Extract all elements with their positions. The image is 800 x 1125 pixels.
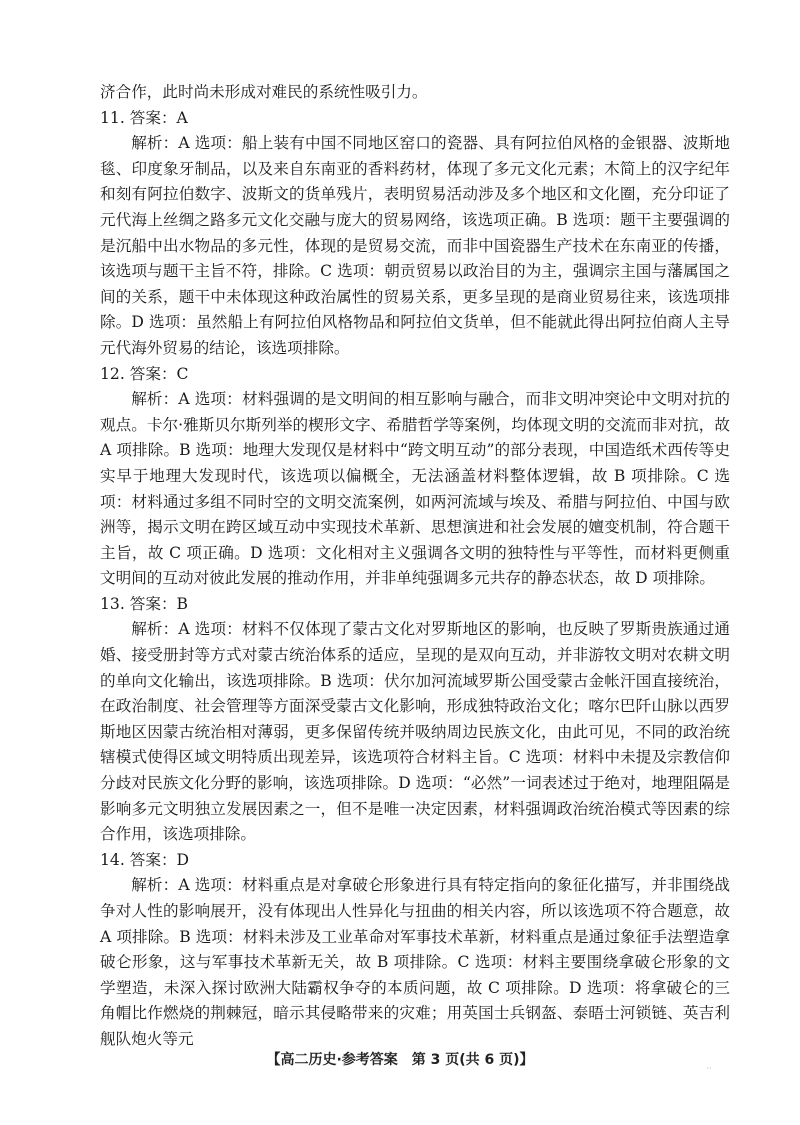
analysis-paragraph-11: 解析：A 选项：船上装有中国不同地区窑口的瓷器、具有阿拉伯风格的金银器、波斯地毯、印度象牙制品，以及来自东南亚的香料药材，体现了多元文化元素；木简上的汉字纪年和刻有阿拉伯数字、波斯文的货单残片，表明贸易活动涉及多个地区和文化圈，充分印证了元代海上丝绸之路多元文化交融与庞大的贸易网络，该选项正确。B 选项：题干主要强调的是沉船中出水物品的多元性，体现的是贸易交流，而非中国瓷器生产技术在东南亚的传播，该选项与题干主旨不符，排除。C 选项：朝贡贸易以政治目的为主，强调宗主国与藩属国之间的关系，题干中未体现这种政治属性的贸易关系，更多呈现的是商业贸易往来，该选项排除。D 选项：虽然船上有阿拉伯风格物品和阿拉伯文货单，但不能就此得出阿拉伯商人主导元代海外贸易的结论，该选项排除。 — [100, 134, 730, 357]
scan-mark: ·· — [706, 1064, 712, 1074]
page-footer: 【高二历史·参考答案 第 3 页(共 6 页)】 — [266, 1052, 534, 1068]
analysis-paragraph-13: 解析：A 选项：材料不仅体现了蒙古文化对罗斯地区的影响，也反映了罗斯贵族通过通婚、接受册封等方式对蒙古统治体系的适应，呈现的是双向互动，并非游牧文明对农耕文明的单向文化输出，该选项排除。B 选项：伏尔加河流域罗斯公国受蒙古金帐汗国直接统治，在政治制度、社会管理等方面深受蒙古文化影响，形成独特政治文化；喀尔巴阡山脉以西罗斯地区因蒙古统治相对薄弱，更多保留传统并吸纳周边民族文化，由此可见，不同的政治统辖模式使得区域文明特质出现差异，该选项符合材料主旨。C 选项：材料中未提及宗教信仰分歧对民族文化分野的影响，该选项排除。D 选项：“必然”一词表述过于绝对，地理阻隔是影响多元文明独立发展因素之一，但不是唯一决定因素，材料强调政治统治模式等因素的综合作用，该选项排除。 — [100, 620, 730, 844]
answer-line-14: 14. 答案：D — [100, 850, 190, 869]
analysis-paragraph-14: 解析：A 选项：材料重点是对拿破仑形象进行具有特定指向的象征化描写，并非围绕战争对人性的影响展开，没有体现出人性异化与扭曲的相关内容，所以该选项不符合题意，故 A 项排除。B 选项：材料未涉及工业革命对军事技术革新，材料重点是通过象征手法塑造拿破仑形象，这与军事技术革新无关，故 B 项排除。C 选项：材料主要围绕拿破仑形象的文学塑造，未深入探讨欧洲大陆霸权争夺的本质问题，故 C 项排除。D 选项：将拿破仑的三角帽比作燃烧的荆棘冠，暗示其侵略带来的灾难；用英国士兵钢盔、泰晤士河锁链、英吉利舰队炮火等元 — [100, 876, 730, 1048]
continued-paragraph: 济合作，此时尚未形成对难民的系统性吸引力。 — [100, 83, 428, 101]
answer-line-13: 13. 答案：B — [100, 594, 188, 613]
answer-key-body — [100, 80, 730, 1053]
analysis-paragraph-12: 解析：A 选项：材料强调的是文明间的相互影响与融合，而非文明冲突论中文明对抗的观点。卡尔·雅斯贝尔斯列举的楔形文字、希腊哲学等案例，均体现文明的交流而非对抗，故 A 项排除。B 选项：地理大发现仅是材料中“跨文明互动”的部分表现，中国造纸术西传等史实早于地理大发现时代，该选项以偏概全，无法涵盖材料整体逻辑，故 B 项排除。C 选项：材料通过多组不同时空的文明交流案例，如两河流域与埃及、希腊与阿拉伯、中国与欧洲等，揭示文明在跨区域互动中实现技术革新、思想演进和社会发展的嬗变机制，符合题干主旨，故 C 项正确。D 选项：文化相对主义强调各文明的独特性与平等性，而材料更侧重文明间的互动对彼此发展的推动作用，并非单纯强调多元共存的静态状态，故 D 项排除。 — [100, 390, 730, 588]
answer-line-11: 11. 答案：A — [100, 108, 188, 127]
answer-line-12: 12. 答案：C — [100, 364, 189, 383]
